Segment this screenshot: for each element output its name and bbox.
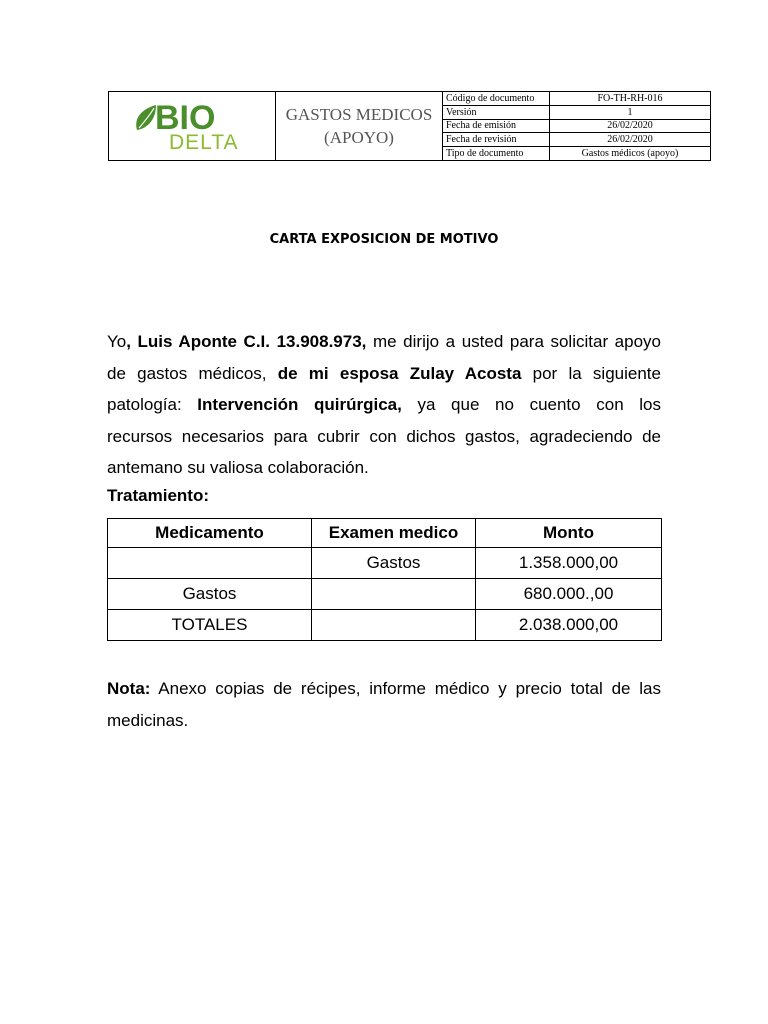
paragraph-line: [107, 358, 661, 390]
table-cell: [108, 548, 312, 579]
meta-label: Código de documento: [443, 92, 550, 105]
text-span: Yo: [107, 332, 127, 351]
meta-row: [443, 105, 710, 119]
table-cell: 680.000.,00: [476, 579, 662, 610]
document-title: CARTA EXPOSICION DE MOTIVO: [269, 232, 499, 247]
note-line: [107, 673, 661, 705]
logo-bio: BIO: [155, 99, 216, 137]
table-cell: 1.358.000,00: [476, 548, 662, 579]
text-span: de gastos médicos,: [107, 363, 278, 383]
meta-row: [443, 119, 710, 133]
column-header: Examen medico: [312, 519, 476, 548]
table-row: [108, 579, 662, 610]
tratamiento-label: Tratamiento:: [107, 486, 210, 505]
table-row: [108, 548, 662, 579]
bold-pathology: Intervención quirúrgica,: [197, 395, 402, 414]
note-label: Nota:: [107, 679, 151, 698]
note-paragraph: [107, 673, 661, 736]
meta-cell: [443, 92, 711, 161]
text-span: me dirijo a usted para solicitar apoyo: [366, 332, 661, 351]
body-paragraph: [107, 326, 661, 484]
meta-label: Tipo de documento: [443, 147, 550, 160]
table-cell: Gastos: [108, 579, 312, 610]
meta-row: [443, 147, 710, 160]
table-cell: [312, 579, 476, 610]
note-line: medicinas.: [107, 710, 189, 730]
meta-value: Gastos médicos (apoyo): [550, 147, 711, 160]
form-title-cell: [276, 92, 443, 161]
bold-name: , Luis Aponte C.I. 13.908.973,: [126, 332, 367, 351]
paragraph-line: antemano su valiosa colaboración.: [107, 458, 369, 477]
text-span: Anexo copias de récipes, informe médico y precio total de las: [150, 679, 661, 698]
meta-row: [443, 92, 710, 105]
document-meta-table: [443, 92, 710, 160]
biodelta-logo: [109, 92, 275, 160]
treatment-table: [107, 518, 662, 641]
logo-cell: [109, 92, 276, 161]
meta-label: Versión: [443, 105, 550, 119]
table-cell: 2.038.000,00: [476, 610, 662, 641]
form-title-line1: GASTOS MEDICOS: [285, 105, 433, 124]
meta-value: 26/02/2020: [550, 119, 711, 133]
form-title-line2: (APOYO): [324, 128, 394, 147]
meta-row: [443, 133, 710, 147]
text-span: ya que no cuento con los: [401, 395, 661, 414]
meta-value: FO-TH-RH-016: [550, 92, 711, 105]
bold-spouse: de mi esposa Zulay Acosta: [277, 363, 522, 383]
table-cell: Gastos: [312, 548, 476, 579]
meta-label: Fecha de emisión: [443, 119, 550, 133]
paragraph-line: recursos necesarios para cubrir con dichos gastos, agradeciendo de: [107, 426, 661, 446]
table-cell: [312, 610, 476, 641]
meta-label: Fecha de revisión: [443, 133, 550, 147]
text-span: patología:: [107, 395, 198, 414]
logo-delta: DELTA: [169, 131, 239, 154]
paragraph-line: [107, 389, 661, 421]
table-row: [108, 610, 662, 641]
table-cell: TOTALES: [108, 610, 312, 641]
column-header: Monto: [476, 519, 662, 548]
paragraph-line: [107, 326, 661, 358]
text-span: por la siguiente: [521, 363, 661, 383]
meta-value: 26/02/2020: [550, 133, 711, 147]
column-header: Medicamento: [108, 519, 312, 548]
meta-value: 1: [550, 105, 711, 119]
table-header-row: [108, 519, 662, 548]
document-header: [108, 91, 711, 161]
